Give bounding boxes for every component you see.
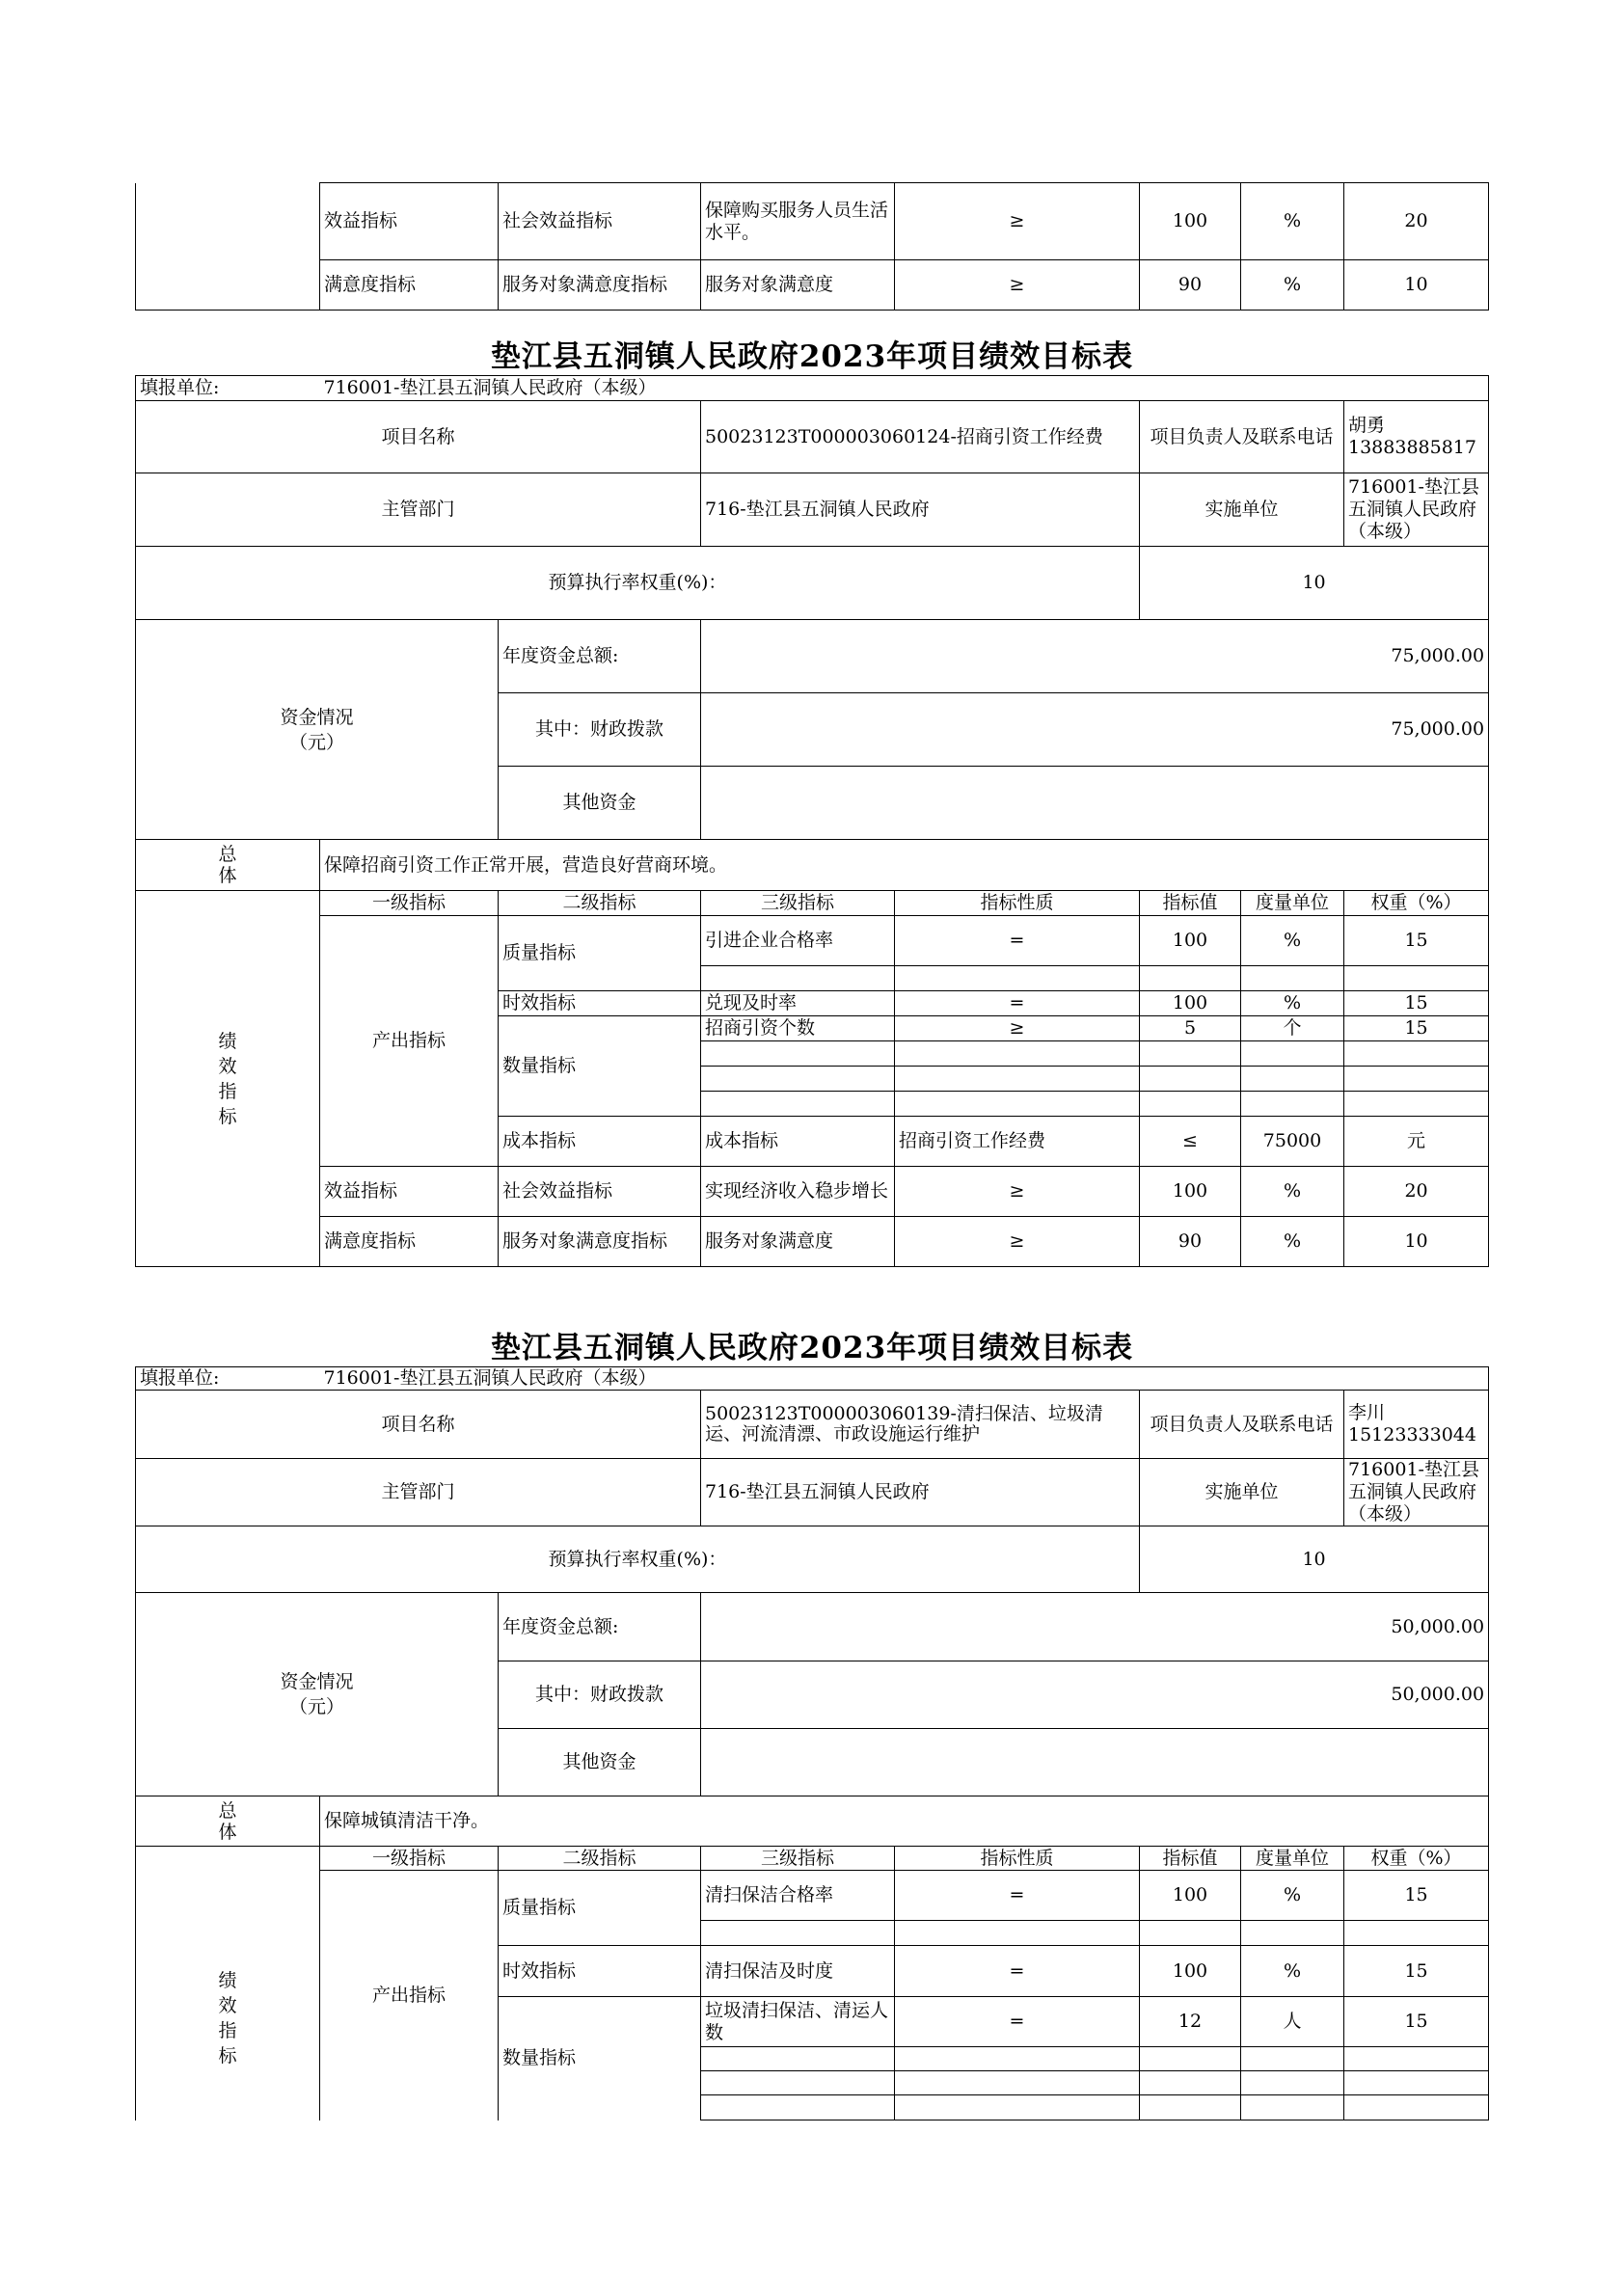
output-label: 产出指标 [320, 916, 499, 1167]
form-title: 垫江县五洞镇人民政府2023年项目绩效目标表 [490, 339, 1134, 374]
quality-label: 质量指标 [499, 1871, 701, 1946]
form-title: 垫江县五洞镇人民政府2023年项目绩效目标表 [490, 1331, 1134, 1365]
empty-cell [1344, 1092, 1489, 1117]
timeliness-value: 100 [1140, 1946, 1241, 1997]
budget-weight-label: 预算执行率权重(%)： [136, 1526, 1140, 1593]
timeliness-name: 清扫保洁及时度 [701, 1946, 895, 1997]
value-cell: 100 [1140, 183, 1241, 260]
header-value: 指标值 [1140, 1847, 1241, 1871]
empty-cell [701, 2071, 895, 2095]
quality-unit: % [1241, 1871, 1344, 1921]
quantity-name: 垃圾清扫保洁、清运人数 [701, 1997, 895, 2047]
empty-cell [1344, 1041, 1489, 1067]
empty-cell [895, 1921, 1140, 1946]
satisfaction-name: 服务对象满意度 [701, 1217, 895, 1267]
weight-cell: 20 [1344, 183, 1489, 260]
timeliness-unit: % [1241, 1946, 1344, 1997]
fiscal-label: 其中：财政拨款 [499, 1661, 701, 1729]
annual-value: 75,000.00 [701, 620, 1489, 693]
quality-value: 100 [1140, 1871, 1241, 1921]
quality-name: 引进企业合格率 [701, 916, 895, 966]
header-level3: 三级指标 [701, 1847, 895, 1871]
other-value [701, 1729, 1489, 1796]
fiscal-label: 其中：财政拨款 [499, 693, 701, 767]
benefit-unit: % [1241, 1167, 1344, 1217]
overall-label-text: 总 体 [218, 844, 237, 886]
header-nature: 指标性质 [895, 891, 1140, 916]
funds-label [136, 1593, 499, 1796]
annual-label: 年度资金总额: [499, 620, 701, 693]
unit-cell: % [1241, 260, 1344, 311]
header-weight: 权重（%） [1344, 891, 1489, 916]
quantity-value: 12 [1140, 1997, 1241, 2047]
header-value: 指标值 [1140, 891, 1241, 916]
fill-label: 填报单位: [136, 1367, 320, 1391]
empty-cell [1140, 1041, 1241, 1067]
empty-cell [701, 2047, 895, 2071]
empty-cell [1241, 2071, 1344, 2095]
empty-cell [1241, 1921, 1344, 1946]
dept-label: 主管部门 [136, 1459, 701, 1526]
empty-cell [1140, 1921, 1241, 1946]
header-level1: 一级指标 [320, 1847, 499, 1871]
empty-cell [895, 966, 1140, 991]
fiscal-value: 50,000.00 [701, 1661, 1489, 1729]
benefit-level1: 效益指标 [320, 1167, 499, 1217]
level1-cell: 满意度指标 [320, 260, 499, 311]
fiscal-value: 75,000.00 [701, 693, 1489, 767]
perf-label-cell [136, 183, 320, 260]
empty-cell [701, 1041, 895, 1067]
nature-cell: ≥ [895, 183, 1140, 260]
budget-weight-label: 预算执行率权重(%)： [136, 547, 1140, 620]
benefit-weight: 20 [1344, 1167, 1489, 1217]
annual-value: 50,000.00 [701, 1593, 1489, 1661]
empty-cell [895, 1092, 1140, 1117]
empty-cell [1344, 966, 1489, 991]
contact-value: 胡勇13883885817 [1344, 401, 1489, 473]
empty-cell [1344, 2047, 1489, 2071]
header-level3: 三级指标 [701, 891, 895, 916]
value-cell: 90 [1140, 260, 1241, 311]
empty-cell [701, 1067, 895, 1092]
quantity-nature: ≥ [895, 1016, 1140, 1041]
funds-label-text: 资金情况 （元） [280, 1671, 354, 1717]
impl-label: 实施单位 [1140, 1459, 1344, 1526]
funds-label [136, 620, 499, 840]
level3-cell: 保障购买服务人员生活水平。 [701, 183, 895, 260]
timeliness-nature: = [895, 991, 1140, 1016]
header-unit: 度量单位 [1241, 891, 1344, 916]
overall-label-text: 总 体 [218, 1799, 237, 1843]
fill-unit: 716001-垫江县五洞镇人民政府（本级） [320, 376, 1489, 401]
empty-cell [1140, 2047, 1241, 2071]
perf-label-cell [136, 260, 320, 311]
quality-value: 100 [1140, 916, 1241, 966]
perf-label [136, 891, 320, 1267]
empty-cell [1140, 966, 1241, 991]
annual-label: 年度资金总额: [499, 1593, 701, 1661]
quantity-weight: 15 [1344, 1997, 1489, 2047]
empty-cell [895, 1067, 1140, 1092]
empty-cell [1241, 2047, 1344, 2071]
empty-cell [895, 1041, 1140, 1067]
empty-cell [701, 2095, 895, 2120]
weight-cell: 10 [1344, 260, 1489, 311]
quantity-nature: = [895, 1997, 1140, 2047]
quality-weight: 15 [1344, 916, 1489, 966]
quantity-label: 数量指标 [499, 1016, 701, 1117]
satisfaction-unit: % [1241, 1217, 1344, 1267]
header-level2: 二级指标 [499, 1847, 701, 1871]
quality-name: 清扫保洁合格率 [701, 1871, 895, 1921]
overall-value: 保障城镇清洁干净。 [320, 1796, 1489, 1847]
form-1-table [135, 375, 1489, 1267]
empty-cell [1344, 2095, 1489, 2120]
empty-cell [701, 1921, 895, 1946]
benefit-value: 100 [1140, 1167, 1241, 1217]
timeliness-unit: % [1241, 991, 1344, 1016]
project-name-label: 项目名称 [136, 1391, 701, 1459]
empty-cell [1241, 1092, 1344, 1117]
empty-cell [1241, 966, 1344, 991]
timeliness-weight: 15 [1344, 991, 1489, 1016]
contact-value: 李川15123333044 [1344, 1391, 1489, 1459]
overall-value: 保障招商引资工作正常开展，营造良好营商环境。 [320, 840, 1489, 891]
top-fragment-table [135, 182, 1489, 311]
budget-weight-value: 10 [1140, 547, 1489, 620]
satisfaction-level2: 服务对象满意度指标 [499, 1217, 701, 1267]
header-level2: 二级指标 [499, 891, 701, 916]
impl-label: 实施单位 [1140, 473, 1344, 547]
empty-cell [1140, 1092, 1241, 1117]
header-unit: 度量单位 [1241, 1847, 1344, 1871]
fill-unit: 716001-垫江县五洞镇人民政府（本级） [320, 1367, 1489, 1391]
header-weight: 权重（%） [1344, 1847, 1489, 1871]
quantity-name: 招商引资个数 [701, 1016, 895, 1041]
nature-cell: ≥ [895, 260, 1140, 311]
project-name-value: 50023123T000003060139-清扫保洁、垃圾清运、河流清漂、市政设施运行维护 [701, 1391, 1140, 1459]
project-name-label: 项目名称 [136, 401, 701, 473]
quantity-label: 数量指标 [499, 1997, 701, 2120]
benefit-nature: ≥ [895, 1167, 1140, 1217]
empty-cell [1241, 1041, 1344, 1067]
contact-label: 项目负责人及联系电话 [1140, 1391, 1344, 1459]
level3-cell: 服务对象满意度 [701, 260, 895, 311]
cost-unit: 元 [1344, 1117, 1489, 1167]
other-label: 其他资金 [499, 767, 701, 840]
cost-nature: ≤ [1140, 1117, 1241, 1167]
satisfaction-value: 90 [1140, 1217, 1241, 1267]
satisfaction-weight: 10 [1344, 1217, 1489, 1267]
timeliness-value: 100 [1140, 991, 1241, 1016]
timeliness-label: 时效指标 [499, 991, 701, 1016]
quantity-unit: 个 [1241, 1016, 1344, 1041]
empty-cell [701, 966, 895, 991]
empty-cell [895, 2071, 1140, 2095]
contact-label: 项目负责人及联系电话 [1140, 401, 1344, 473]
timeliness-weight: 15 [1344, 1946, 1489, 1997]
impl-value: 716001-垫江县五洞镇人民政府（本级） [1344, 1459, 1489, 1526]
quantity-value: 5 [1140, 1016, 1241, 1041]
empty-cell [701, 1092, 895, 1117]
form-2-table [135, 1366, 1489, 2120]
quality-nature: = [895, 1871, 1140, 1921]
empty-cell [1344, 1067, 1489, 1092]
empty-cell [1241, 1067, 1344, 1092]
satisfaction-nature: ≥ [895, 1217, 1140, 1267]
fill-label: 填报单位: [136, 376, 320, 401]
empty-cell [1344, 2071, 1489, 2095]
funds-label-text: 资金情况 （元） [280, 706, 354, 753]
cost-value: 75000 [1241, 1117, 1344, 1167]
other-label: 其他资金 [499, 1729, 701, 1796]
level1-cell: 效益指标 [320, 183, 499, 260]
quantity-weight: 15 [1344, 1016, 1489, 1041]
header-nature: 指标性质 [895, 1847, 1140, 1871]
empty-cell [1140, 2071, 1241, 2095]
budget-weight-value: 10 [1140, 1526, 1489, 1593]
cost-level1: 成本指标 [499, 1117, 701, 1167]
perf-label [136, 1847, 320, 2120]
quality-weight: 15 [1344, 1871, 1489, 1921]
empty-cell [1140, 2095, 1241, 2120]
overall-label [136, 1796, 320, 1847]
level2-cell: 社会效益指标 [499, 183, 701, 260]
benefit-level2: 社会效益指标 [499, 1167, 701, 1217]
level2-cell: 服务对象满意度指标 [499, 260, 701, 311]
timeliness-name: 兑现及时率 [701, 991, 895, 1016]
unit-cell: % [1241, 183, 1344, 260]
dept-value: 716-垫江县五洞镇人民政府 [701, 473, 1140, 547]
timeliness-label: 时效指标 [499, 1946, 701, 1997]
project-name-value: 50023123T000003060124-招商引资工作经费 [701, 401, 1140, 473]
quality-unit: % [1241, 916, 1344, 966]
empty-cell [1344, 1921, 1489, 1946]
perf-label-text: 绩 效 指 标 [218, 1030, 237, 1127]
cost-name: 招商引资工作经费 [895, 1117, 1140, 1167]
overall-label [136, 840, 320, 891]
quality-label: 质量指标 [499, 916, 701, 991]
dept-value: 716-垫江县五洞镇人民政府 [701, 1459, 1140, 1526]
satisfaction-level1: 满意度指标 [320, 1217, 499, 1267]
output-label: 产出指标 [320, 1871, 499, 2120]
timeliness-nature: = [895, 1946, 1140, 1997]
perf-label-text: 绩 效 指 标 [218, 1969, 237, 2066]
impl-value: 716001-垫江县五洞镇人民政府（本级） [1344, 473, 1489, 547]
empty-cell [1241, 2095, 1344, 2120]
empty-cell [895, 2095, 1140, 2120]
empty-cell [1140, 1067, 1241, 1092]
header-level1: 一级指标 [320, 891, 499, 916]
dept-label: 主管部门 [136, 473, 701, 547]
cost-level2: 成本指标 [701, 1117, 895, 1167]
benefit-name: 实现经济收入稳步增长 [701, 1167, 895, 1217]
quality-nature: = [895, 916, 1140, 966]
quantity-unit: 人 [1241, 1997, 1344, 2047]
empty-cell [895, 2047, 1140, 2071]
other-value [701, 767, 1489, 840]
